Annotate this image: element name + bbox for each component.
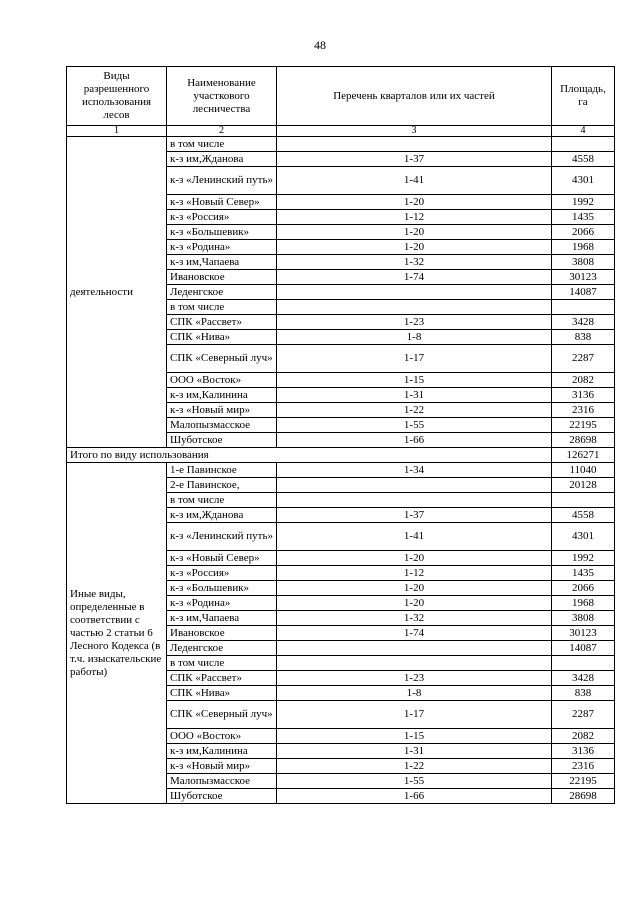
total-label: Итого по виду использования bbox=[67, 448, 552, 463]
block-list-cell: 1-31 bbox=[277, 744, 552, 759]
block-list-cell bbox=[277, 137, 552, 152]
column-number-2: 2 bbox=[167, 126, 277, 137]
area-cell: 2066 bbox=[552, 581, 615, 596]
block-list-cell: 1-15 bbox=[277, 373, 552, 388]
forestry-name-cell: к-з «Родина» bbox=[167, 596, 277, 611]
forestry-name-cell: ООО «Восток» bbox=[167, 373, 277, 388]
block-list-cell: 1-23 bbox=[277, 315, 552, 330]
area-cell: 1435 bbox=[552, 210, 615, 225]
block-list-cell: 1-41 bbox=[277, 523, 552, 551]
block-list-cell bbox=[277, 641, 552, 656]
block-list-cell: 1-15 bbox=[277, 729, 552, 744]
block-list-cell: 1-66 bbox=[277, 433, 552, 448]
forestry-name-cell: к-з им,Калинина bbox=[167, 388, 277, 403]
forestry-name-cell: Ивановское bbox=[167, 270, 277, 285]
area-cell: 1968 bbox=[552, 596, 615, 611]
forestry-name-cell: к-з «Большевик» bbox=[167, 225, 277, 240]
header-forestry-name: Наименование участкового лесничества bbox=[167, 67, 277, 126]
area-cell: 4301 bbox=[552, 167, 615, 195]
block-list-cell: 1-12 bbox=[277, 566, 552, 581]
column-number-1: 1 bbox=[67, 126, 167, 137]
area-cell: 838 bbox=[552, 686, 615, 701]
area-cell: 3136 bbox=[552, 388, 615, 403]
area-cell: 2082 bbox=[552, 373, 615, 388]
area-cell: 4558 bbox=[552, 152, 615, 167]
forestry-name-cell: Шуботское bbox=[167, 433, 277, 448]
block-list-cell: 1-20 bbox=[277, 581, 552, 596]
forestry-name-cell: к-з «Россия» bbox=[167, 210, 277, 225]
forestry-name-cell: к-з «Новый Север» bbox=[167, 195, 277, 210]
forestry-name-cell: Малопызмасское bbox=[167, 774, 277, 789]
column-number-3: 3 bbox=[277, 126, 552, 137]
column-number-row bbox=[67, 126, 615, 137]
block-list-cell: 1-32 bbox=[277, 255, 552, 270]
area-cell: 30123 bbox=[552, 270, 615, 285]
block-list-cell: 1-17 bbox=[277, 345, 552, 373]
forestry-name-cell: в том числе bbox=[167, 300, 277, 315]
total-area: 126271 bbox=[552, 448, 615, 463]
block-list-cell: 1-66 bbox=[277, 789, 552, 804]
forestry-name-cell: 2-е Павинское, bbox=[167, 478, 277, 493]
forestry-name-cell: к-з «Новый мир» bbox=[167, 403, 277, 418]
area-cell: 11040 bbox=[552, 463, 615, 478]
block-list-cell: 1-55 bbox=[277, 774, 552, 789]
area-cell: 3428 bbox=[552, 671, 615, 686]
forestry-name-cell: к-з «Россия» bbox=[167, 566, 277, 581]
block-list-cell: 1-20 bbox=[277, 240, 552, 255]
area-cell: 1992 bbox=[552, 195, 615, 210]
forestry-name-cell: в том числе bbox=[167, 493, 277, 508]
area-cell: 1435 bbox=[552, 566, 615, 581]
forestry-name-cell: СПК «Северный луч» bbox=[167, 345, 277, 373]
block-list-cell: 1-22 bbox=[277, 759, 552, 774]
header-block-list: Перечень кварталов или их частей bbox=[277, 67, 552, 126]
forestry-name-cell: Шуботское bbox=[167, 789, 277, 804]
area-cell: 30123 bbox=[552, 626, 615, 641]
column-number-4: 4 bbox=[552, 126, 615, 137]
forestry-name-cell: СПК «Рассвет» bbox=[167, 315, 277, 330]
forestry-name-cell: к-з «Ленинский путь» bbox=[167, 167, 277, 195]
table-row bbox=[67, 137, 615, 152]
total-row bbox=[67, 448, 615, 463]
area-cell: 28698 bbox=[552, 433, 615, 448]
block-list-cell: 1-23 bbox=[277, 671, 552, 686]
forestry-name-cell: в том числе bbox=[167, 656, 277, 671]
block-list-cell: 1-20 bbox=[277, 195, 552, 210]
block-list-cell: 1-37 bbox=[277, 152, 552, 167]
forestry-name-cell: СПК «Рассвет» bbox=[167, 671, 277, 686]
area-cell: 4301 bbox=[552, 523, 615, 551]
forestry-name-cell: Ивановское bbox=[167, 626, 277, 641]
forestry-name-cell: СПК «Нива» bbox=[167, 330, 277, 345]
area-cell: 22195 bbox=[552, 418, 615, 433]
area-cell bbox=[552, 300, 615, 315]
area-cell: 2287 bbox=[552, 701, 615, 729]
page-number: 48 bbox=[314, 38, 326, 52]
forest-use-table bbox=[66, 66, 615, 804]
area-cell: 4558 bbox=[552, 508, 615, 523]
forestry-name-cell: к-з им,Чапаева bbox=[167, 611, 277, 626]
area-cell: 28698 bbox=[552, 789, 615, 804]
block-list-cell bbox=[277, 656, 552, 671]
forestry-name-cell: к-з «Новый мир» bbox=[167, 759, 277, 774]
block-list-cell bbox=[277, 493, 552, 508]
area-cell: 20128 bbox=[552, 478, 615, 493]
area-cell: 2287 bbox=[552, 345, 615, 373]
block-list-cell: 1-74 bbox=[277, 270, 552, 285]
area-cell: 2082 bbox=[552, 729, 615, 744]
area-cell: 3808 bbox=[552, 611, 615, 626]
forestry-name-cell: в том числе bbox=[167, 137, 277, 152]
area-cell: 3428 bbox=[552, 315, 615, 330]
header-use-type: Виды разрешенного использования лесов bbox=[67, 67, 167, 126]
block-list-cell: 1-8 bbox=[277, 330, 552, 345]
forestry-name-cell: к-з «Родина» bbox=[167, 240, 277, 255]
area-cell: 1992 bbox=[552, 551, 615, 566]
area-cell: 2316 bbox=[552, 759, 615, 774]
forestry-name-cell: Леденгское bbox=[167, 285, 277, 300]
forestry-name-cell: к-з им,Жданова bbox=[167, 508, 277, 523]
forestry-name-cell: Леденгское bbox=[167, 641, 277, 656]
forestry-name-cell: СПК «Нива» bbox=[167, 686, 277, 701]
block-list-cell: 1-74 bbox=[277, 626, 552, 641]
area-cell: 2066 bbox=[552, 225, 615, 240]
block-list-cell: 1-55 bbox=[277, 418, 552, 433]
table-header-row bbox=[67, 67, 615, 126]
block-list-cell: 1-31 bbox=[277, 388, 552, 403]
block-list-cell: 1-34 bbox=[277, 463, 552, 478]
header-area: Площадь, га bbox=[552, 67, 615, 126]
forestry-name-cell: 1-е Павинское bbox=[167, 463, 277, 478]
block-list-cell: 1-41 bbox=[277, 167, 552, 195]
block-list-cell: 1-17 bbox=[277, 701, 552, 729]
block-list-cell bbox=[277, 300, 552, 315]
table-row bbox=[67, 463, 615, 478]
block-list-cell: 1-32 bbox=[277, 611, 552, 626]
area-cell: 2316 bbox=[552, 403, 615, 418]
area-cell bbox=[552, 656, 615, 671]
table-body bbox=[67, 137, 615, 804]
forestry-name-cell: к-з им,Жданова bbox=[167, 152, 277, 167]
block-list-cell bbox=[277, 478, 552, 493]
block-list-cell bbox=[277, 285, 552, 300]
forestry-name-cell: к-з им,Чапаева bbox=[167, 255, 277, 270]
block-list-cell: 1-20 bbox=[277, 596, 552, 611]
forestry-name-cell: ООО «Восток» bbox=[167, 729, 277, 744]
area-cell: 14087 bbox=[552, 285, 615, 300]
forestry-name-cell: к-з «Ленинский путь» bbox=[167, 523, 277, 551]
area-cell: 3136 bbox=[552, 744, 615, 759]
area-cell: 3808 bbox=[552, 255, 615, 270]
area-cell: 838 bbox=[552, 330, 615, 345]
block-list-cell: 1-22 bbox=[277, 403, 552, 418]
area-cell bbox=[552, 493, 615, 508]
block-list-cell: 1-12 bbox=[277, 210, 552, 225]
area-cell: 22195 bbox=[552, 774, 615, 789]
use-type-cell: деятельности bbox=[67, 137, 167, 448]
forestry-name-cell: Малопызмасское bbox=[167, 418, 277, 433]
area-cell: 1968 bbox=[552, 240, 615, 255]
area-cell: 14087 bbox=[552, 641, 615, 656]
forestry-name-cell: к-з «Большевик» bbox=[167, 581, 277, 596]
area-cell bbox=[552, 137, 615, 152]
block-list-cell: 1-37 bbox=[277, 508, 552, 523]
forestry-name-cell: СПК «Северный луч» bbox=[167, 701, 277, 729]
block-list-cell: 1-20 bbox=[277, 225, 552, 240]
block-list-cell: 1-20 bbox=[277, 551, 552, 566]
block-list-cell: 1-8 bbox=[277, 686, 552, 701]
forestry-name-cell: к-з «Новый Север» bbox=[167, 551, 277, 566]
forestry-name-cell: к-з им,Калинина bbox=[167, 744, 277, 759]
use-type-cell: Иные виды, определенные в соответствии с частью 2 статьи 6 Лесного Кодекса (в т.ч. изыскательские работы) bbox=[67, 463, 167, 804]
